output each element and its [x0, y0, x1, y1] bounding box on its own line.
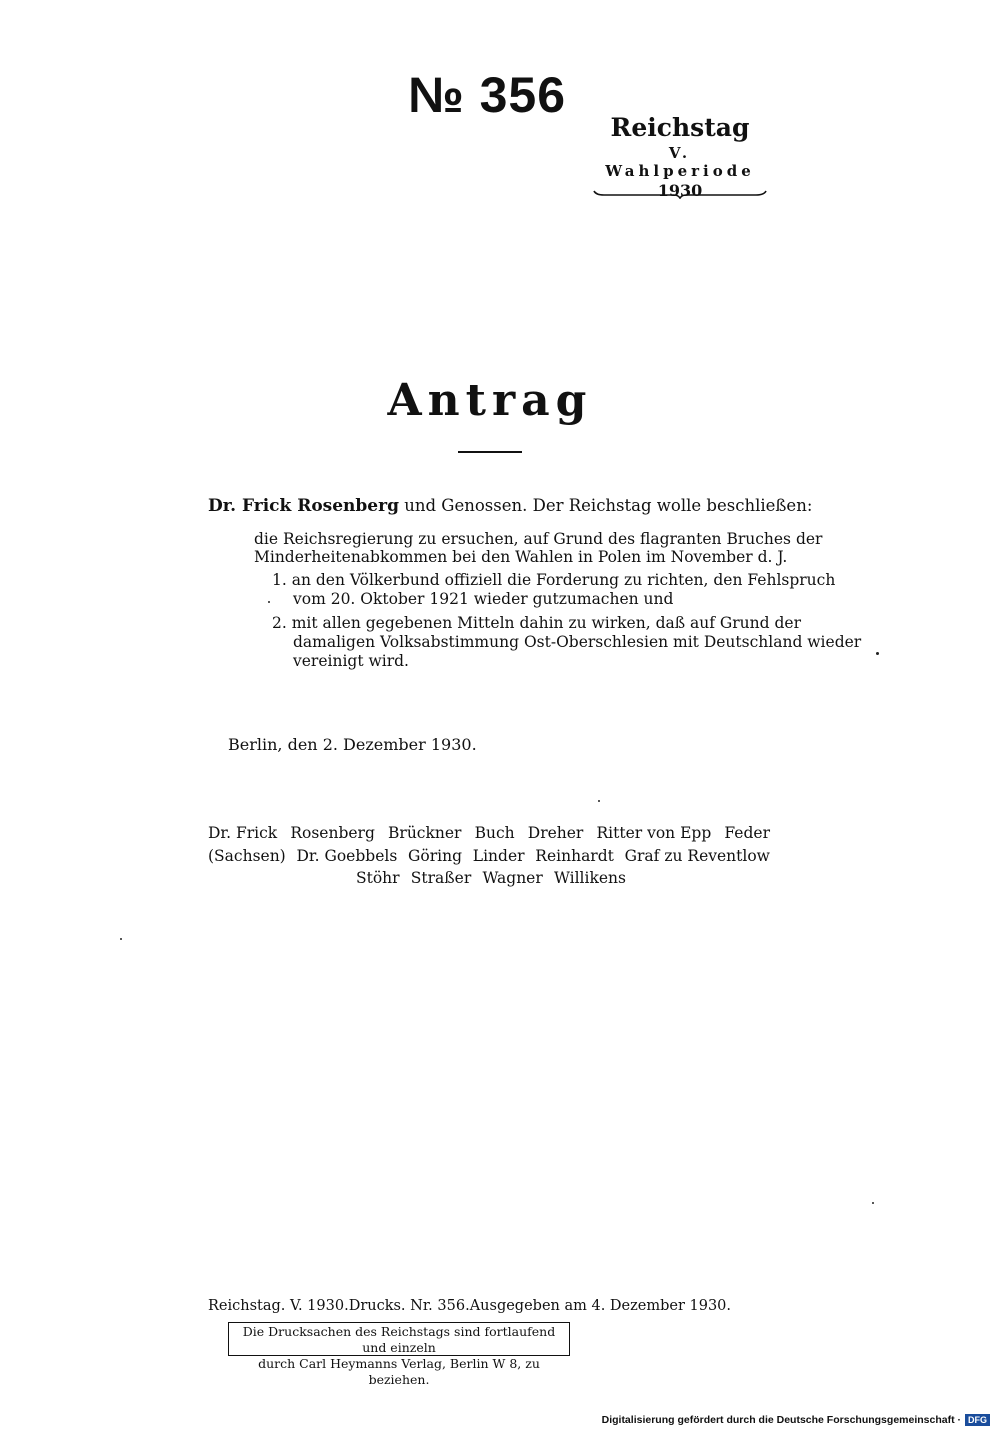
signatory: Brückner [388, 824, 462, 842]
parliament-name: Reichstag [610, 113, 750, 142]
scan-speck [120, 938, 122, 940]
publisher-note-line-1: Die Drucksachen des Reichstags sind fortlaufend und einzeln [242, 1324, 556, 1355]
signatory: Reinhardt [535, 847, 614, 865]
publisher-note-box [228, 1322, 570, 1387]
credit-text: Digitalisierung gefördert durch die Deutsche Forschungsgemeinschaft · [601, 1414, 961, 1426]
electoral-period: V. Wahlperiode [605, 144, 755, 180]
intro-text: und Genossen. Der Reichstag wolle beschließen: [404, 496, 813, 515]
item-1-line-1: 1. an den Völkerbund offiziell die Forderung zu richten, den Fehlspruch [272, 571, 836, 589]
signatories-row-1 [208, 824, 770, 842]
footer-line [208, 1298, 732, 1314]
intro-authors: Dr. Frick Rosenberg [208, 496, 399, 516]
signatory: Buch [474, 824, 515, 842]
signatory: Feder [724, 824, 770, 842]
scan-speck [598, 800, 600, 802]
signatory: Ritter von Epp [596, 824, 712, 842]
item-2-line-1: 2. mit allen gegebenen Mitteln dahin zu wirken, daß auf Grund der [272, 614, 802, 632]
signatory: Graf zu Reventlow [624, 847, 770, 865]
item-1-line-2: vom 20. Oktober 1921 wieder gutzumachen und [293, 590, 674, 608]
request-line-2: Minderheitenabkommen bei den Wahlen in Polen im November d. J. [254, 548, 788, 566]
signatory: Straßer [410, 869, 472, 887]
footer-parliament: Reichstag. V. 1930. [208, 1298, 349, 1314]
signatory: Rosenberg [290, 824, 375, 842]
document-number: № 356 [408, 67, 567, 123]
signatory: Wagner [482, 869, 543, 887]
signatory: Göring [408, 847, 463, 865]
scan-speck [872, 1202, 874, 1204]
intro-line [208, 496, 812, 516]
signatory: Linder [472, 847, 525, 865]
signatory: Dr. Frick [208, 824, 278, 842]
item-2-line-3: vereinigt wird. [293, 652, 409, 670]
footer-print-number: Drucks. Nr. 356. [348, 1298, 470, 1314]
signatories-row-2 [208, 847, 770, 865]
scan-speck [876, 652, 879, 655]
publisher-note-line-2: durch Carl Heymanns Verlag, Berlin W 8, zu beziehen. [258, 1356, 540, 1387]
footer-issue-date: Ausgegeben am 4. Dezember 1930. [469, 1298, 732, 1314]
dfg-logo: DFG [965, 1414, 990, 1426]
reichstag-header [592, 113, 768, 200]
signatory: Dreher [527, 824, 584, 842]
signatory: Dr. Goebbels [296, 847, 398, 865]
item-2-line-2: damaligen Volksabstimmung Ost-Oberschlesien mit Deutschland wieder [293, 633, 862, 651]
digitization-credit [602, 1414, 990, 1426]
scan-speck [268, 601, 270, 603]
signatory: Stöhr [356, 869, 400, 887]
date-line: Berlin, den 2. Dezember 1930. [228, 735, 477, 754]
document-type-title: Antrag [387, 375, 593, 426]
header-brace-rule [592, 189, 768, 199]
signatory: Willikens [553, 869, 626, 887]
signatory: (Sachsen) [208, 847, 286, 865]
header-year: 1930 [657, 181, 703, 200]
request-line-1: die Reichsregierung zu ersuchen, auf Grund des flagranten Bruches der [254, 530, 823, 548]
title-divider [458, 451, 522, 453]
signatories-row-3 [356, 869, 626, 887]
